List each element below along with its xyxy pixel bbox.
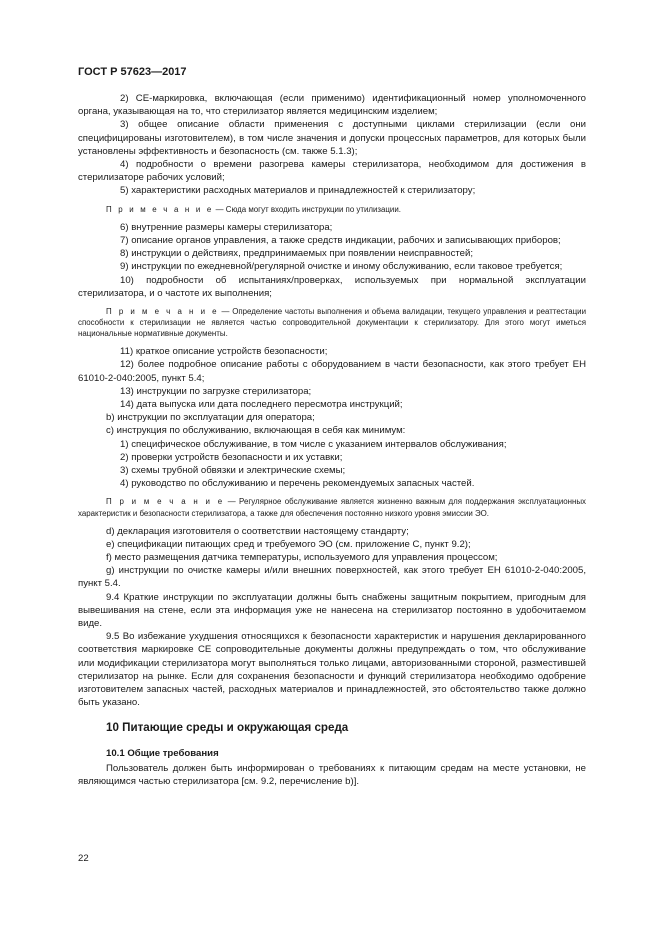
list-item: 7) описание органов управления, а также средств индикации, рабочих и записывающих приборов; <box>120 234 561 246</box>
list-item: 5) характеристики расходных материалов и принадлежностей к стерилизатору; <box>120 185 476 197</box>
note-text: — Регулярное обслуживание является жизненно важным для поддержания эксплуатационных характеристик и безопасности стерилизатора, а также для обеспечения постоянно низкого уровня эмиссии ЭО. <box>78 497 587 518</box>
list-item: c) инструкция по обслуживанию, включающая в себя как минимум: <box>106 425 406 437</box>
note-label: П р и м е ч а н и е <box>106 497 225 507</box>
list-item: 4) руководство по обслуживанию и перечень рекомендуемых запасных частей. <box>120 478 475 490</box>
list-item: 3) общее описание области применения с доступными циклами стерилизации (если они специфицированы изготовителем), в том числе значения и допуски процессных параметров, для которых были установлены эффективность и безопасность (см. также 5.1.3); <box>78 119 586 157</box>
list-item: f) место размещения датчика температуры, используемого для управления процессом; <box>106 552 498 564</box>
note-label: П р и м е ч а н и е <box>106 306 219 316</box>
list-item: 12) более подробное описание работы с оборудованием в части безопасности, как этого требует ЕН 61010-2-040:2005, пункт 5.4; <box>78 359 586 384</box>
list-item: 1) специфическое обслуживание, в том числе с указанием интервалов обслуживания; <box>120 438 507 450</box>
list-item: b) инструкции по эксплуатации для оператора; <box>106 412 315 424</box>
list-item: 8) инструкции о действиях, предпринимаемых при появлении неисправностей; <box>120 248 474 260</box>
list-item: 13) инструкции по загрузке стерилизатора; <box>120 385 312 397</box>
list-item: 3) схемы трубной обвязки и электрические схемы; <box>120 465 346 477</box>
list-item: 6) внутренние размеры камеры стерилизатора; <box>120 221 333 233</box>
note-label: П р и м е ч а н и е <box>106 204 214 214</box>
list-item: 11) краткое описание устройств безопасности; <box>120 346 328 358</box>
paragraph: 9.5 Во избежание ухудшения относящихся к безопасности характеристик и нарушения декларированного соответствия маркировке СЕ сопроводительные документы должны предупреждать о том, что обслуживание или модификации стерилизатора могут выполняться только лицами, авторизованными стороной, разместившей стерилизатор на рынке. Если для сохранения безопасности и функций стерилизатора необходимо одобрение изготовителем запасных частей, расходных материалов и принадлежностей, это обстоятельство также должно быть указано. <box>78 631 586 709</box>
paragraph: Пользователь должен быть информирован о требованиях к питающим средам на месте установки, не являющимся частью стерилизатора [см. 9.2, перечисление b)]. <box>78 762 586 788</box>
document-header: ГОСТ Р 57623—2017 <box>78 66 187 78</box>
list-item: e) спецификации питающих сред и требуемого ЭО (см. приложение С, пункт 9.2); <box>106 538 471 550</box>
note <box>78 496 586 518</box>
list-item: 14) дата выпуска или дата последнего пересмотра инструкций; <box>120 399 403 411</box>
paragraph: 9.4 Краткие инструкции по эксплуатации должны быть снабжены защитным покрытием, пригодным для вывешивания на стене, если эта информация уже не нанесена на стерилизатор постоянно в удобочитаемом виде. <box>78 591 586 630</box>
subsection-title: 10.1 Общие требования <box>106 747 219 759</box>
note-text: — Сюда могут входить инструкции по утилизации. <box>213 204 401 214</box>
note <box>78 204 586 215</box>
list-item: d) декларация изготовителя о соответствии настоящему стандарту; <box>106 525 409 537</box>
list-item: g) инструкции по очистке камеры и/или внешних поверхностей, как этого требует ЕН 61010-2-040:2005, пункт 5.4. <box>78 565 586 590</box>
list-item: 10) подробности об испытаниях/проверках, используемых при нормальной эксплуатации стерилизатора, и о частоте их выполнения; <box>78 274 586 299</box>
document-body <box>78 92 586 788</box>
list-item: 2) СЕ-маркировка, включающая (если применимо) идентификационный номер уполномоченного органа, указывающая на то, что стерилизатор является медицинским изделием; <box>78 93 586 118</box>
note <box>78 306 586 339</box>
section-title: 10 Питающие среды и окружающая среда <box>106 721 349 735</box>
page-number: 22 <box>78 853 89 864</box>
list-item: 4) подробности о времени разогрева камеры стерилизатора, необходимом для достижения в стерилизаторе рабочих условий; <box>78 159 586 184</box>
list-item: 9) инструкции по ежедневной/регулярной очистке и иному обслуживанию, если таковое требуется; <box>120 261 563 273</box>
list-item: 2) проверки устройств безопасности и их уставки; <box>120 451 343 463</box>
note-text: — Определение частоты выполнения и объема валидации, текущего управления и реаттестации способности к стерилизации не является частью сопроводительной документации к стерилизатору. Для этого могут иметься национальные нормативные документы. <box>78 306 586 339</box>
